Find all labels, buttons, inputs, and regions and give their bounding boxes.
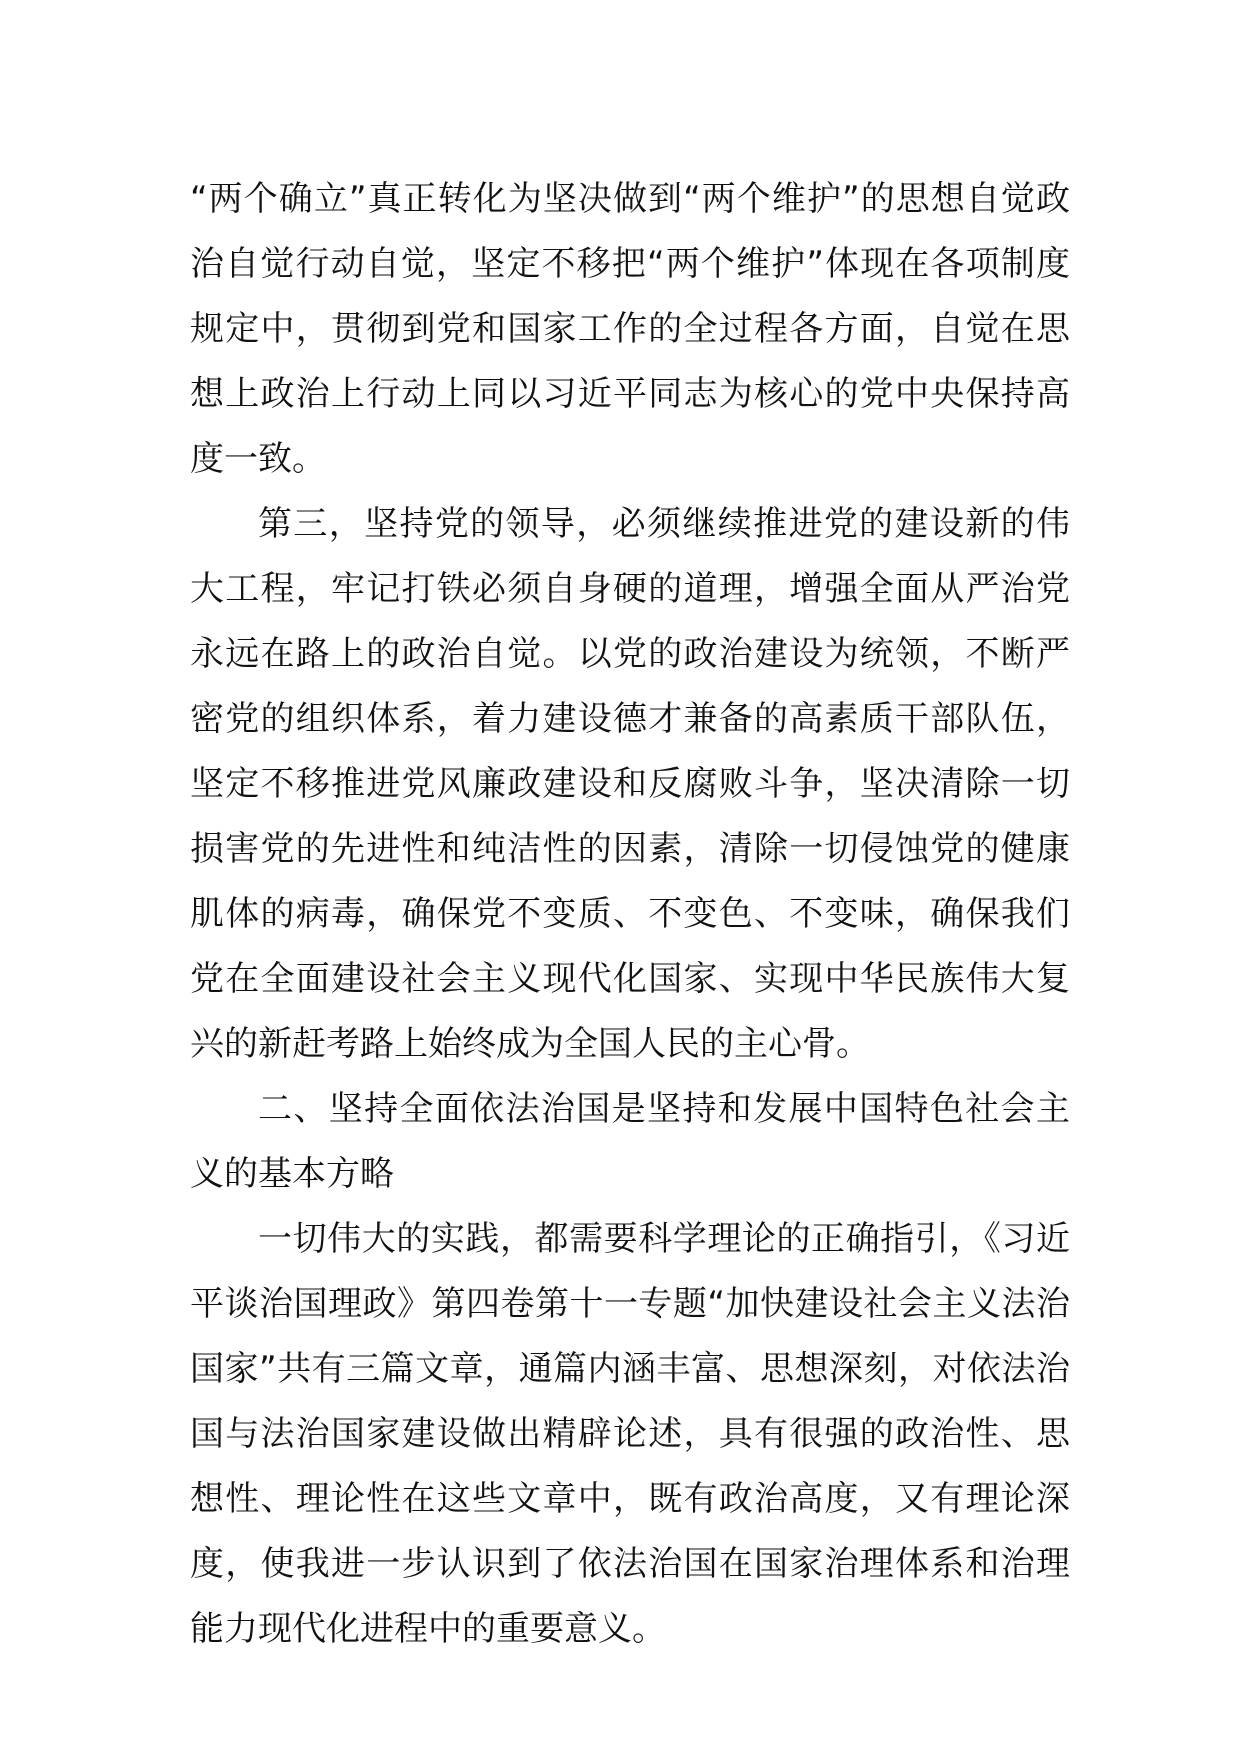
paragraph-rule-of-law: 一切伟大的实践，都需要科学理论的正确指引，《习近平谈治国理政》第四卷第十一专题“加快建设社会主义法治国家”共有三篇文章，通篇内涵丰富、思想深刻，对依法治国与法治国家建设做出精辟论述，具有很强的政治性、思想性、理论性在这些文章中，既有政治高度，又有理论深度，使我进一步认识到了依法治国在国家治理体系和治理能力现代化进程中的重要意义。 [190, 1219, 1070, 1649]
paragraph-continuation: “两个确立”真正转化为坚决做到“两个维护”的思想自觉政治自觉行动自觉，坚定不移把“两个维护”体现在各项制度规定中，贯彻到党和国家工作的全过程各方面，自觉在思想上政治上行动上同以习近平同志为核心的党中央保持高度一致。 [190, 179, 1070, 479]
section-heading: 二、坚持全面依法治国是坚持和发展中国特色社会主义的基本方略 [190, 1089, 1070, 1194]
document-body [190, 167, 1070, 1662]
paragraph-third-point: 第三，坚持党的领导，必须继续推进党的建设新的伟大工程，牢记打铁必须自身硬的道理，增强全面从严治党永远在路上的政治自觉。以党的政治建设为统领，不断严密党的组织体系，着力建设德才兼备的高素质干部队伍，坚定不移推进党风廉政建设和反腐败斗争，坚决清除一切损害党的先进性和纯洁性的因素，清除一切侵蚀党的健康肌体的病毒，确保党不变质、不变色、不变味，确保我们党在全面建设社会主义现代化国家、实现中华民族伟大复兴的新赶考路上始终成为全国人民的主心骨。 [190, 504, 1070, 1064]
